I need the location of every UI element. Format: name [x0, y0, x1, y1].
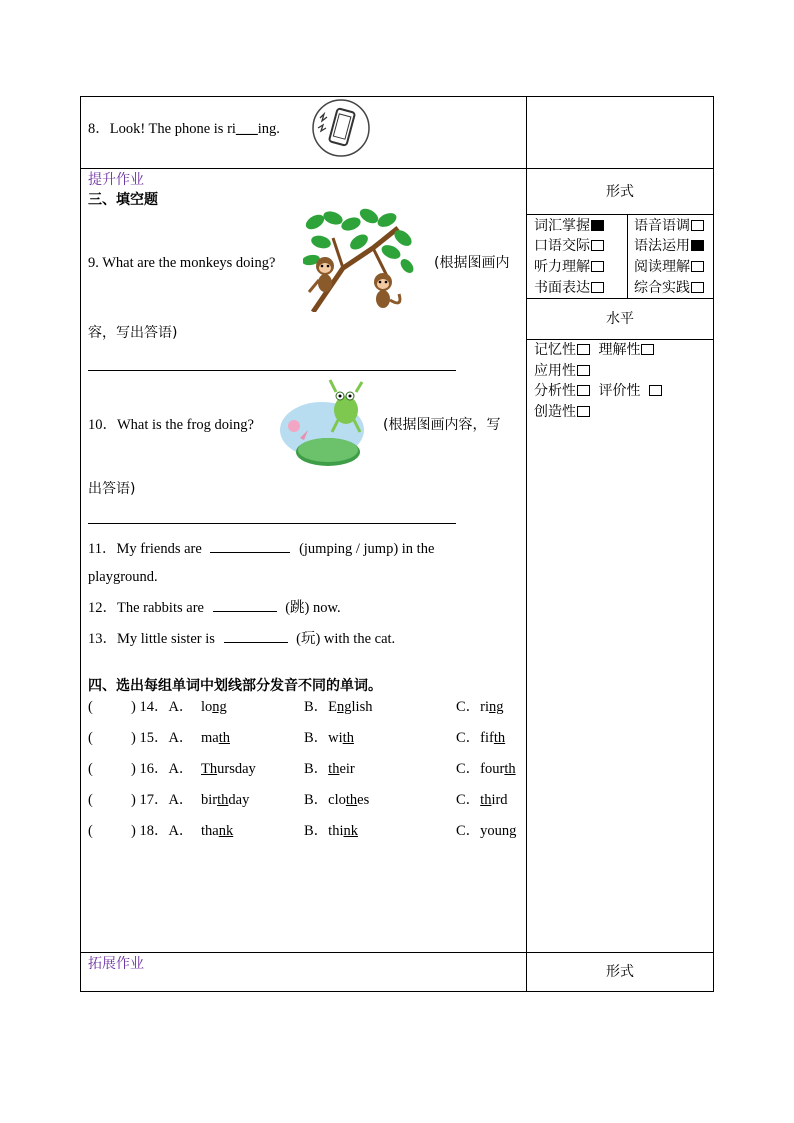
monkeys-in-tree-image [303, 208, 415, 317]
side-form-label: 形式 [606, 184, 634, 200]
q11-text-b: (jumping / jump) in the [299, 541, 435, 557]
phonics-option-a: math [201, 730, 230, 746]
skill-speaking[interactable]: 口语交际 [534, 237, 604, 255]
level-application: 应用性 [534, 363, 576, 379]
table-middle-divider [526, 96, 527, 992]
extend-form-label: 形式 [606, 964, 634, 980]
q11-text-a: 11．My friends are [88, 541, 202, 557]
phonics-number: ) 17．A． [131, 792, 194, 808]
q11-blank[interactable] [210, 538, 290, 553]
skill-listening[interactable]: 听力理解 [534, 258, 604, 276]
row-divider-1 [80, 168, 714, 169]
section-title-extend: 拓展作业 [88, 956, 144, 972]
q9-answer-line[interactable] [88, 370, 456, 371]
checkbox[interactable] [591, 261, 604, 272]
level-row-3 [534, 382, 662, 400]
phonics-answer-paren[interactable]: ( [88, 761, 93, 777]
level-evaluation: 评价性 [598, 383, 641, 399]
checkbox[interactable] [691, 220, 704, 231]
table-top-border [80, 96, 714, 97]
level-analysis: 分析性 [534, 383, 576, 399]
question-11-cont: playground. [88, 569, 158, 585]
checkbox[interactable] [591, 240, 604, 251]
phonics-option-c: C．fifth [456, 730, 506, 746]
skill-writing[interactable]: 书面表达 [534, 279, 604, 297]
checkbox[interactable] [577, 344, 590, 355]
q12-text-a: 12．The rabbits are [88, 600, 204, 616]
checkbox[interactable] [691, 282, 704, 293]
phonics-option-b: B．with [304, 730, 354, 746]
phonics-option-b: B．English [304, 699, 373, 715]
phonics-option-a: long [201, 699, 227, 715]
checkbox[interactable] [641, 344, 654, 355]
question-9-hint-b: 容，写出答语) [88, 325, 178, 341]
phonics-number: ) 14．A． [131, 699, 194, 715]
phonics-number: ) 16．A． [131, 761, 194, 777]
part4-title: 四、选出每组单词中划线部分发音不同的单词。 [88, 678, 382, 694]
level-row-1 [534, 341, 654, 359]
phonics-answer-paren[interactable]: ( [88, 699, 93, 715]
skill-grammar[interactable]: 语法运用 [634, 237, 704, 255]
question-10-hint-b: 出答语) [88, 481, 136, 497]
checkbox[interactable] [577, 406, 590, 417]
question-11 [88, 538, 434, 558]
question-10-hint-a: (根据图画内容，写 [383, 417, 501, 433]
q13-blank[interactable] [224, 628, 288, 643]
q8-prefix: 8．Look! The phone is ri [88, 121, 236, 137]
phonics-number: ) 15．A． [131, 730, 194, 746]
q8-suffix: ing. [257, 121, 280, 137]
side-divider-form [526, 214, 714, 215]
q8-blank[interactable]: ___ [235, 121, 258, 137]
checkbox[interactable] [577, 385, 590, 396]
ringing-phone-icon [310, 98, 372, 163]
frog-on-lily-pad-image [278, 378, 374, 475]
phonics-number: ) 18．A． [131, 823, 194, 839]
table-right-border [713, 96, 714, 992]
section-title-improve: 提升作业 [88, 172, 144, 188]
table-bottom-border [80, 991, 714, 992]
checkbox-checked[interactable] [691, 240, 704, 251]
row-divider-2 [80, 952, 714, 953]
skill-practice[interactable]: 综合实践 [634, 279, 704, 297]
phonics-option-a: Thursday [201, 761, 256, 777]
phonics-option-c: C．third [456, 792, 508, 808]
phonics-answer-paren[interactable]: ( [88, 730, 93, 746]
question-9-hint-a: (根据图画内 [434, 255, 510, 271]
q13-text-b: (玩) with the cat. [296, 631, 396, 647]
phonics-option-a: birthday [201, 792, 250, 808]
q13-text-a: 13．My little sister is [88, 631, 215, 647]
question-13 [88, 628, 395, 648]
level-understanding: 理解性 [598, 342, 641, 358]
checkbox-checked[interactable] [591, 220, 604, 231]
table-left-border [80, 96, 81, 992]
question-12 [88, 597, 341, 617]
phonics-option-c: C．young [456, 823, 517, 839]
question-10-text: 10．What is the frog doing? [88, 417, 254, 433]
q10-answer-line[interactable] [88, 523, 456, 524]
side-divider-level [526, 339, 714, 340]
skill-vocabulary[interactable]: 词汇掌握 [534, 217, 604, 235]
q12-text-b: (跳) now. [285, 600, 341, 616]
side-divider-skills [526, 298, 714, 299]
level-memory: 记忆性 [534, 342, 576, 358]
checkbox[interactable] [649, 385, 662, 396]
phonics-option-b: B．their [304, 761, 355, 777]
question-8 [88, 120, 280, 138]
phonics-option-a: thank [201, 823, 234, 839]
question-9-text: 9. What are the monkeys doing? [88, 255, 276, 271]
q12-blank[interactable] [213, 597, 277, 612]
phonics-answer-paren[interactable]: ( [88, 792, 93, 808]
level-row-4 [534, 403, 590, 421]
side-skills-vertical [627, 214, 628, 298]
part3-title: 三、填空题 [88, 192, 158, 208]
checkbox[interactable] [591, 282, 604, 293]
level-row-2 [534, 362, 590, 380]
skill-reading[interactable]: 阅读理解 [634, 258, 704, 276]
phonics-answer-paren[interactable]: ( [88, 823, 93, 839]
phonics-option-c: C．fourth [456, 761, 516, 777]
checkbox[interactable] [691, 261, 704, 272]
side-level-label: 水平 [606, 311, 634, 327]
phonics-option-b: B．clothes [304, 792, 370, 808]
skill-pronunciation[interactable]: 语音语调 [634, 217, 704, 235]
level-creation: 创造性 [534, 404, 576, 420]
phonics-option-b: B．think [304, 823, 358, 839]
phonics-option-c: C．ring [456, 699, 504, 715]
checkbox[interactable] [577, 365, 590, 376]
